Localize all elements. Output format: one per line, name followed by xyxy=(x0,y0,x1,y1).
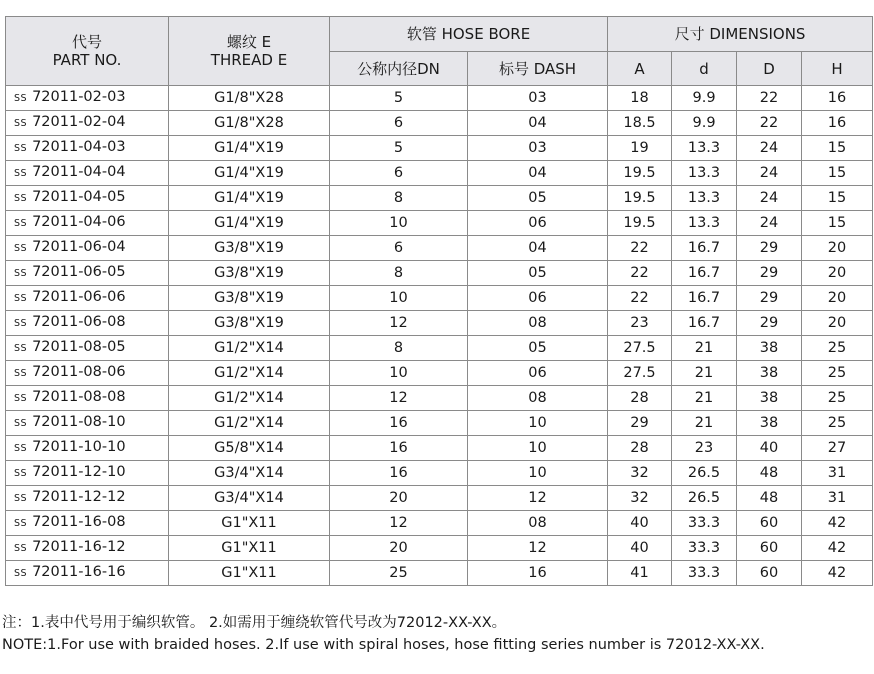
table-row xyxy=(6,386,873,411)
part-number: 72011-08-06 xyxy=(32,364,126,380)
cell-thread: G1/2"X14 xyxy=(169,336,330,361)
part-number: 72011-08-08 xyxy=(32,389,126,405)
cell-a: 29 xyxy=(608,411,672,436)
table-row xyxy=(6,186,873,211)
table-row xyxy=(6,536,873,561)
cell-part-no xyxy=(6,511,169,536)
notes xyxy=(2,612,872,656)
cell-part-no xyxy=(6,461,169,486)
cell-d-big: 38 xyxy=(737,336,802,361)
cell-d-small: 26.5 xyxy=(672,461,737,486)
cell-d-big: 24 xyxy=(737,186,802,211)
cell-part-no xyxy=(6,286,169,311)
cell-d-small: 21 xyxy=(672,386,737,411)
part-number: 72011-08-05 xyxy=(32,339,126,355)
cell-part-no xyxy=(6,111,169,136)
cell-a: 18 xyxy=(608,86,672,111)
cell-dash: 10 xyxy=(468,461,608,486)
part-prefix: SS xyxy=(14,543,28,554)
cell-d-small: 9.9 xyxy=(672,86,737,111)
cell-part-no xyxy=(6,86,169,111)
part-number: 72011-06-08 xyxy=(32,314,126,330)
table-header xyxy=(6,17,873,86)
cell-part-no xyxy=(6,186,169,211)
cell-d-big: 48 xyxy=(737,486,802,511)
cell-part-no xyxy=(6,261,169,286)
cell-d-small: 16.7 xyxy=(672,261,737,286)
cell-part-no xyxy=(6,336,169,361)
cell-h: 15 xyxy=(802,161,873,186)
cell-d-small: 21 xyxy=(672,411,737,436)
cell-dn: 5 xyxy=(330,136,468,161)
cell-h: 42 xyxy=(802,536,873,561)
part-prefix: SS xyxy=(14,168,28,179)
table-row xyxy=(6,361,873,386)
cell-thread: G3/8"X19 xyxy=(169,311,330,336)
cell-dash: 05 xyxy=(468,186,608,211)
cell-part-no xyxy=(6,161,169,186)
cell-h: 20 xyxy=(802,286,873,311)
cell-dash: 06 xyxy=(468,286,608,311)
cell-d-big: 60 xyxy=(737,561,802,586)
cell-d-big: 29 xyxy=(737,236,802,261)
spec-table-container xyxy=(5,16,872,586)
table-row xyxy=(6,336,873,361)
cell-d-small: 21 xyxy=(672,336,737,361)
cell-dash: 16 xyxy=(468,561,608,586)
cell-thread: G3/8"X19 xyxy=(169,261,330,286)
cell-thread: G1/8"X28 xyxy=(169,111,330,136)
part-number: 72011-02-04 xyxy=(32,114,126,130)
cell-dn: 6 xyxy=(330,161,468,186)
cell-thread: G1/4"X19 xyxy=(169,161,330,186)
part-number: 72011-04-03 xyxy=(32,139,126,155)
cell-thread: G1/4"X19 xyxy=(169,186,330,211)
cell-dash: 08 xyxy=(468,311,608,336)
cell-part-no xyxy=(6,411,169,436)
cell-d-big: 24 xyxy=(737,211,802,236)
cell-dash: 06 xyxy=(468,211,608,236)
part-number: 72011-02-03 xyxy=(32,89,126,105)
part-prefix: SS xyxy=(14,293,28,304)
cell-thread: G1/4"X19 xyxy=(169,211,330,236)
cell-a: 27.5 xyxy=(608,361,672,386)
cell-a: 32 xyxy=(608,461,672,486)
part-prefix: SS xyxy=(14,518,28,529)
part-number: 72011-16-08 xyxy=(32,514,126,530)
cell-thread: G1"X11 xyxy=(169,561,330,586)
cell-d-big: 38 xyxy=(737,361,802,386)
cell-d-small: 33.3 xyxy=(672,561,737,586)
cell-thread: G1/2"X14 xyxy=(169,411,330,436)
part-prefix: SS xyxy=(14,268,28,279)
cell-d-big: 60 xyxy=(737,511,802,536)
cell-h: 42 xyxy=(802,561,873,586)
table-row xyxy=(6,411,873,436)
cell-dn: 20 xyxy=(330,486,468,511)
cell-d-big: 40 xyxy=(737,436,802,461)
cell-a: 40 xyxy=(608,536,672,561)
cell-h: 20 xyxy=(802,236,873,261)
cell-d-big: 29 xyxy=(737,261,802,286)
cell-h: 20 xyxy=(802,261,873,286)
cell-d-small: 26.5 xyxy=(672,486,737,511)
header-d-big: D xyxy=(737,52,802,86)
table-row xyxy=(6,511,873,536)
part-prefix: SS xyxy=(14,393,28,404)
part-prefix: SS xyxy=(14,568,28,579)
cell-part-no xyxy=(6,236,169,261)
part-prefix: SS xyxy=(14,493,28,504)
cell-part-no xyxy=(6,486,169,511)
cell-dash: 08 xyxy=(468,386,608,411)
part-prefix: SS xyxy=(14,318,28,329)
header-thread xyxy=(169,17,330,86)
part-number: 72011-06-05 xyxy=(32,264,126,280)
table-body xyxy=(6,86,873,586)
cell-part-no xyxy=(6,436,169,461)
header-dimensions: 尺寸 DIMENSIONS xyxy=(608,17,873,52)
cell-a: 32 xyxy=(608,486,672,511)
cell-h: 27 xyxy=(802,436,873,461)
cell-dash: 06 xyxy=(468,361,608,386)
note-en: NOTE:1.For use with braided hoses. 2.If use with spiral hoses, hose fitting series number is 72012-XX-XX. xyxy=(2,637,765,653)
header-part-cn: 代号 xyxy=(71,33,102,51)
table-row xyxy=(6,111,873,136)
cell-a: 22 xyxy=(608,286,672,311)
cell-h: 16 xyxy=(802,111,873,136)
cell-dash: 03 xyxy=(468,86,608,111)
cell-thread: G3/4"X14 xyxy=(169,461,330,486)
cell-h: 15 xyxy=(802,186,873,211)
cell-dn: 12 xyxy=(330,311,468,336)
cell-dash: 12 xyxy=(468,486,608,511)
part-prefix: SS xyxy=(14,143,28,154)
cell-h: 25 xyxy=(802,411,873,436)
part-prefix: SS xyxy=(14,468,28,479)
table-row xyxy=(6,161,873,186)
table-row xyxy=(6,211,873,236)
cell-h: 25 xyxy=(802,386,873,411)
cell-dn: 20 xyxy=(330,536,468,561)
part-number: 72011-16-16 xyxy=(32,564,126,580)
cell-dash: 10 xyxy=(468,436,608,461)
note-cn: 注：1.表中代号用于编织软管。 2.如需用于缠绕软管代号改为72012-XX-XX。 xyxy=(2,615,507,631)
cell-d-big: 60 xyxy=(737,536,802,561)
cell-dn: 6 xyxy=(330,236,468,261)
table-row xyxy=(6,461,873,486)
cell-a: 41 xyxy=(608,561,672,586)
cell-a: 28 xyxy=(608,386,672,411)
cell-dash: 10 xyxy=(468,411,608,436)
part-prefix: SS xyxy=(14,418,28,429)
cell-d-small: 21 xyxy=(672,361,737,386)
part-prefix: SS xyxy=(14,368,28,379)
cell-h: 31 xyxy=(802,486,873,511)
part-number: 72011-12-12 xyxy=(32,489,126,505)
cell-thread: G1/2"X14 xyxy=(169,361,330,386)
cell-thread: G3/8"X19 xyxy=(169,286,330,311)
header-part-no xyxy=(6,17,169,86)
table-row xyxy=(6,86,873,111)
header-part-en: PART NO. xyxy=(52,51,122,69)
cell-h: 15 xyxy=(802,211,873,236)
cell-dn: 10 xyxy=(330,211,468,236)
cell-h: 25 xyxy=(802,336,873,361)
table-row xyxy=(6,236,873,261)
cell-dn: 8 xyxy=(330,336,468,361)
cell-thread: G1/4"X19 xyxy=(169,136,330,161)
part-number: 72011-06-04 xyxy=(32,239,126,255)
part-prefix: SS xyxy=(14,443,28,454)
cell-thread: G3/8"X19 xyxy=(169,236,330,261)
part-number: 72011-12-10 xyxy=(32,464,126,480)
cell-d-small: 13.3 xyxy=(672,211,737,236)
cell-d-big: 29 xyxy=(737,286,802,311)
header-hose-bore: 软管 HOSE BORE xyxy=(330,17,608,52)
cell-thread: G3/4"X14 xyxy=(169,486,330,511)
cell-part-no xyxy=(6,386,169,411)
table-row xyxy=(6,436,873,461)
cell-d-small: 16.7 xyxy=(672,236,737,261)
cell-dash: 05 xyxy=(468,336,608,361)
cell-thread: G1"X11 xyxy=(169,536,330,561)
cell-h: 16 xyxy=(802,86,873,111)
header-a: A xyxy=(608,52,672,86)
header-dn: 公称内径DN xyxy=(330,52,468,86)
cell-part-no xyxy=(6,536,169,561)
cell-part-no xyxy=(6,311,169,336)
part-number: 72011-04-05 xyxy=(32,189,126,205)
cell-thread: G5/8"X14 xyxy=(169,436,330,461)
cell-d-big: 38 xyxy=(737,411,802,436)
part-number: 72011-04-06 xyxy=(32,214,126,230)
cell-h: 15 xyxy=(802,136,873,161)
cell-h: 25 xyxy=(802,361,873,386)
cell-part-no xyxy=(6,561,169,586)
cell-dn: 12 xyxy=(330,386,468,411)
table-row xyxy=(6,486,873,511)
cell-a: 19.5 xyxy=(608,186,672,211)
cell-d-small: 16.7 xyxy=(672,311,737,336)
cell-d-big: 38 xyxy=(737,386,802,411)
cell-dash: 04 xyxy=(468,161,608,186)
cell-part-no xyxy=(6,361,169,386)
cell-d-big: 29 xyxy=(737,311,802,336)
part-prefix: SS xyxy=(14,343,28,354)
cell-d-small: 13.3 xyxy=(672,136,737,161)
cell-a: 19 xyxy=(608,136,672,161)
table-row xyxy=(6,286,873,311)
cell-dash: 04 xyxy=(468,236,608,261)
cell-dn: 5 xyxy=(330,86,468,111)
cell-d-small: 33.3 xyxy=(672,511,737,536)
cell-dn: 8 xyxy=(330,261,468,286)
cell-d-small: 13.3 xyxy=(672,161,737,186)
table-row xyxy=(6,561,873,586)
cell-d-small: 13.3 xyxy=(672,186,737,211)
header-h: H xyxy=(802,52,873,86)
part-prefix: SS xyxy=(14,118,28,129)
cell-dash: 04 xyxy=(468,111,608,136)
cell-dash: 03 xyxy=(468,136,608,161)
header-thread-cn: 螺纹 E xyxy=(226,33,272,51)
cell-d-small: 33.3 xyxy=(672,536,737,561)
cell-a: 18.5 xyxy=(608,111,672,136)
cell-dash: 12 xyxy=(468,536,608,561)
header-dash: 标号 DASH xyxy=(468,52,608,86)
part-number: 72011-16-12 xyxy=(32,539,126,555)
cell-dn: 6 xyxy=(330,111,468,136)
cell-d-big: 22 xyxy=(737,86,802,111)
cell-dn: 16 xyxy=(330,411,468,436)
part-prefix: SS xyxy=(14,193,28,204)
cell-d-big: 22 xyxy=(737,111,802,136)
cell-d-small: 16.7 xyxy=(672,286,737,311)
cell-thread: G1"X11 xyxy=(169,511,330,536)
part-number: 72011-10-10 xyxy=(32,439,126,455)
cell-a: 27.5 xyxy=(608,336,672,361)
cell-dash: 05 xyxy=(468,261,608,286)
cell-dn: 12 xyxy=(330,511,468,536)
cell-a: 19.5 xyxy=(608,161,672,186)
cell-dn: 16 xyxy=(330,436,468,461)
part-number: 72011-08-10 xyxy=(32,414,126,430)
table-row xyxy=(6,261,873,286)
cell-h: 31 xyxy=(802,461,873,486)
cell-d-big: 24 xyxy=(737,136,802,161)
cell-dn: 16 xyxy=(330,461,468,486)
header-thread-en: THREAD E xyxy=(210,51,288,69)
cell-part-no xyxy=(6,211,169,236)
spec-table xyxy=(5,16,873,586)
table-row xyxy=(6,136,873,161)
part-number: 72011-04-04 xyxy=(32,164,126,180)
cell-thread: G1/8"X28 xyxy=(169,86,330,111)
cell-h: 20 xyxy=(802,311,873,336)
cell-d-small: 9.9 xyxy=(672,111,737,136)
cell-a: 28 xyxy=(608,436,672,461)
part-prefix: SS xyxy=(14,93,28,104)
cell-dn: 8 xyxy=(330,186,468,211)
cell-a: 40 xyxy=(608,511,672,536)
header-d-small: d xyxy=(672,52,737,86)
cell-h: 42 xyxy=(802,511,873,536)
cell-dn: 10 xyxy=(330,286,468,311)
cell-a: 19.5 xyxy=(608,211,672,236)
cell-d-big: 24 xyxy=(737,161,802,186)
cell-a: 23 xyxy=(608,311,672,336)
part-number: 72011-06-06 xyxy=(32,289,126,305)
table-row xyxy=(6,311,873,336)
cell-dn: 25 xyxy=(330,561,468,586)
cell-a: 22 xyxy=(608,261,672,286)
cell-dash: 08 xyxy=(468,511,608,536)
cell-dn: 10 xyxy=(330,361,468,386)
part-prefix: SS xyxy=(14,243,28,254)
cell-thread: G1/2"X14 xyxy=(169,386,330,411)
part-prefix: SS xyxy=(14,218,28,229)
cell-part-no xyxy=(6,136,169,161)
cell-d-big: 48 xyxy=(737,461,802,486)
cell-d-small: 23 xyxy=(672,436,737,461)
cell-a: 22 xyxy=(608,236,672,261)
